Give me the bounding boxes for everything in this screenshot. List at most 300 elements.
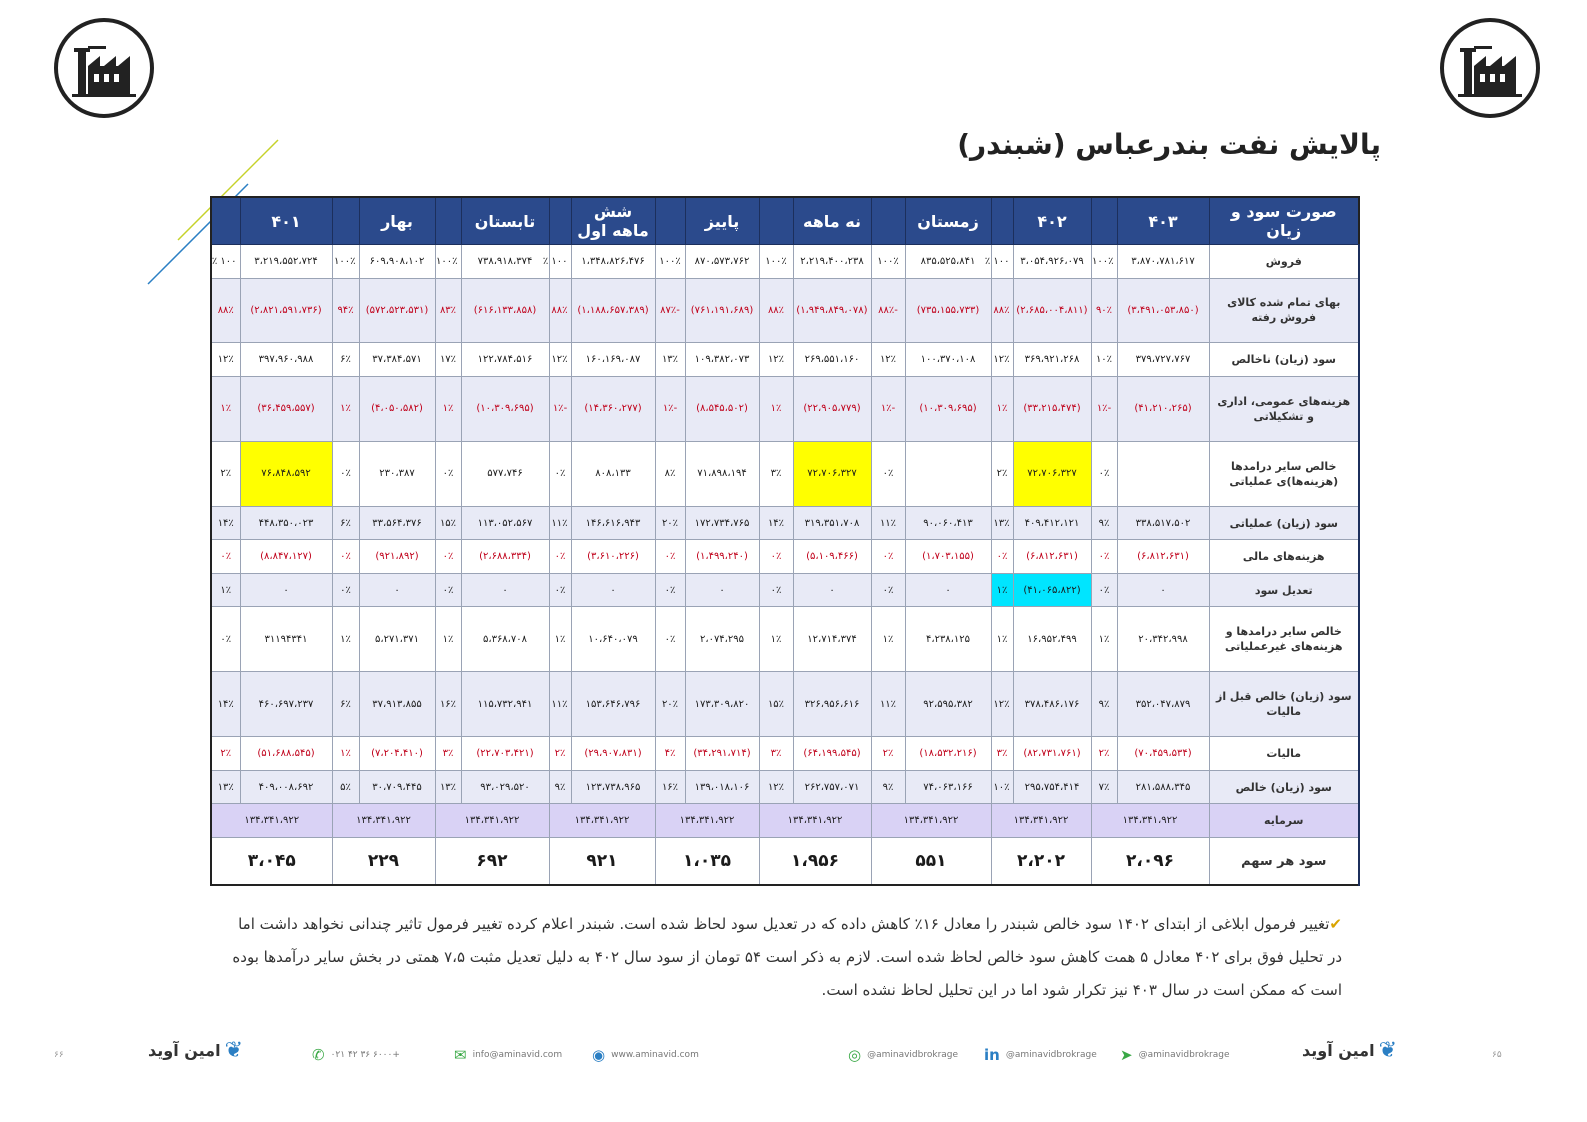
value-cell: ۶۰۹،۹۰۸،۱۰۲ <box>359 245 435 279</box>
value-cell: (۶۴،۱۹۹،۵۴۵) <box>793 737 871 771</box>
value-cell: ۳۷،۹۱۳،۸۵۵ <box>359 672 435 737</box>
phone-contact[interactable] <box>312 1046 400 1064</box>
phone-icon: ✆ <box>312 1046 325 1064</box>
header-percent <box>991 197 1013 245</box>
value-cell: ۹۳،۰۲۹،۵۲۰ <box>461 770 549 804</box>
percent-cell: ۱۲٪ <box>759 770 793 804</box>
percent-cell: ۱۱٪ <box>871 672 905 737</box>
value-cell: (۷۶۱،۱۹۱،۶۸۹) <box>685 278 759 343</box>
website-contact[interactable] <box>592 1046 699 1064</box>
percent-cell: ۱٪ <box>871 607 905 672</box>
eps-cell: ۹۲۱ <box>549 838 655 886</box>
value-cell: ۵،۳۶۸،۷۰۸ <box>461 607 549 672</box>
value-cell: ۱۰۹،۳۸۲،۰۷۳ <box>685 343 759 377</box>
percent-cell: ۲۰٪ <box>655 506 685 540</box>
percent-cell: ۷٪ <box>1091 770 1117 804</box>
percent-cell: -۸۷٪ <box>655 278 685 343</box>
percent-cell: ۱۱٪ <box>549 506 571 540</box>
value-cell: ۳،۸۷۰،۷۸۱،۶۱۷ <box>1117 245 1209 279</box>
percent-cell: ۳٪ <box>759 737 793 771</box>
value-cell: ۲۶۲،۷۵۷،۰۷۱ <box>793 770 871 804</box>
percent-cell: ۱۲٪ <box>759 343 793 377</box>
value-cell: (۸،۸۴۷،۱۲۷) <box>240 540 332 574</box>
percent-cell: ۱٪ <box>1091 607 1117 672</box>
value-cell: ۲۸۱،۵۸۸،۳۴۵ <box>1117 770 1209 804</box>
telegram-icon: ➤ <box>1120 1046 1133 1064</box>
percent-cell: ۰٪ <box>211 607 240 672</box>
value-cell: (۵۱،۶۸۸،۵۴۵) <box>240 737 332 771</box>
header-period: تابستان <box>461 197 549 245</box>
percent-cell: ۱٪ <box>759 607 793 672</box>
percent-cell: ۰٪ <box>435 573 461 607</box>
value-cell: (۷،۲۰۴،۴۱۰) <box>359 737 435 771</box>
percent-cell: ۱٪ <box>211 376 240 441</box>
header-period: ۴۰۳ <box>1117 197 1209 245</box>
percent-cell: ۰٪ <box>435 441 461 506</box>
table-header-row <box>211 197 1359 245</box>
row-label: بهای تمام شده کالای فروش رفته <box>1209 278 1359 343</box>
row-label: سود (زیان) خالص <box>1209 770 1359 804</box>
table-row <box>211 506 1359 540</box>
value-cell: ۰ <box>905 573 991 607</box>
percent-cell: ۸۸٪ <box>991 278 1013 343</box>
percent-cell: ۱۰۰٪ <box>435 245 461 279</box>
percent-cell: -۱٪ <box>871 376 905 441</box>
value-cell: ۵،۲۷۱،۳۷۱ <box>359 607 435 672</box>
page-number-left: ۶۶ <box>54 1050 64 1060</box>
value-cell: (۲،۸۲۱،۵۹۱،۷۳۶) <box>240 278 332 343</box>
table-row <box>211 607 1359 672</box>
value-cell: (۸،۵۴۵،۵۰۲) <box>685 376 759 441</box>
eps-cell: ۲،۰۹۶ <box>1091 838 1209 886</box>
percent-cell: ۶٪ <box>332 672 359 737</box>
percent-cell: ۰٪ <box>549 540 571 574</box>
linkedin-icon: in <box>984 1046 1000 1064</box>
percent-cell: ۱۱٪ <box>871 506 905 540</box>
value-cell: (۵،۱۰۹،۴۶۶) <box>793 540 871 574</box>
percent-cell: ۱٪ <box>991 607 1013 672</box>
percent-cell: ۸۳٪ <box>435 278 461 343</box>
value-cell: ۲،۰۷۴،۲۹۵ <box>685 607 759 672</box>
value-cell: ۱۲۳،۷۳۸،۹۶۵ <box>571 770 655 804</box>
value-cell: ۱۱۵،۷۳۲،۹۴۱ <box>461 672 549 737</box>
percent-cell: ۱٪ <box>435 607 461 672</box>
table-row <box>211 376 1359 441</box>
page-title: پالایش نفت بندرعباس (شبندر) <box>957 128 1381 161</box>
value-cell: (۴۱،۲۱۰،۲۶۵) <box>1117 376 1209 441</box>
email-text: info@aminavid.com <box>472 1050 563 1060</box>
value-cell: ۳۳،۵۶۴،۳۷۶ <box>359 506 435 540</box>
percent-cell: ۵٪ <box>332 770 359 804</box>
linkedin-text: @aminavidbrokrage <box>1005 1050 1097 1060</box>
header-percent <box>435 197 461 245</box>
percent-cell: ۰٪ <box>871 441 905 506</box>
percent-cell: ۹۰٪ <box>1091 278 1117 343</box>
table-row <box>211 672 1359 737</box>
capital-cell: ۱۳۴،۳۴۱،۹۲۲ <box>871 804 991 838</box>
value-cell: ۲۹۵،۷۵۴،۴۱۴ <box>1013 770 1091 804</box>
percent-cell: ۱۶٪ <box>435 672 461 737</box>
percent-cell: ۳٪ <box>759 441 793 506</box>
capital-cell: ۱۳۴،۳۴۱،۹۲۲ <box>332 804 435 838</box>
header-percent <box>1091 197 1117 245</box>
value-cell: ۷۱،۸۹۸،۱۹۴ <box>685 441 759 506</box>
factory-logo-right <box>1440 18 1540 118</box>
email-contact[interactable] <box>454 1046 562 1064</box>
value-cell <box>905 441 991 506</box>
percent-cell: ۹٪ <box>549 770 571 804</box>
percent-cell: ۰٪ <box>211 540 240 574</box>
instagram-icon: ◎ <box>848 1046 862 1064</box>
row-label: سرمایه <box>1209 804 1359 838</box>
email-icon: ✉ <box>454 1046 467 1064</box>
row-label: خالص سایر درامدها و هزینه‌های غیرعملیاتی <box>1209 607 1359 672</box>
percent-cell: ۰٪ <box>1091 573 1117 607</box>
value-cell: (۹۲۱،۸۹۲) <box>359 540 435 574</box>
value-cell: ۱۲۲،۷۸۴،۵۱۶ <box>461 343 549 377</box>
value-cell: ۰ <box>1117 573 1209 607</box>
value-cell: ۲۰،۳۴۲،۹۹۸ <box>1117 607 1209 672</box>
value-cell: ۳۰،۷۰۹،۴۴۵ <box>359 770 435 804</box>
value-cell: (۱،۴۹۹،۲۴۰) <box>685 540 759 574</box>
percent-cell: ۰٪ <box>871 573 905 607</box>
percent-cell: -۱٪ <box>1091 376 1117 441</box>
eps-cell: ۱،۰۳۵ <box>655 838 759 886</box>
value-cell: ۳۷۸،۴۸۶،۱۷۶ <box>1013 672 1091 737</box>
value-cell: ۵۷۷،۷۴۶ <box>461 441 549 506</box>
percent-cell: ۱۳٪ <box>991 506 1013 540</box>
linkedin-contact[interactable] <box>984 1046 1097 1064</box>
row-label: سود (زیان) ناخالص <box>1209 343 1359 377</box>
value-cell: (۱۰،۳۰۹،۶۹۵) <box>461 376 549 441</box>
value-cell: ۳۹۷،۹۶۰،۹۸۸ <box>240 343 332 377</box>
eps-cell: ۵۵۱ <box>871 838 991 886</box>
value-cell: ۳۳۸،۵۱۷،۵۰۲ <box>1117 506 1209 540</box>
value-cell: (۵۷۲،۵۲۳،۵۳۱) <box>359 278 435 343</box>
percent-cell: ۰٪ <box>991 540 1013 574</box>
value-cell: (۱،۱۸۸،۶۵۷،۳۸۹) <box>571 278 655 343</box>
percent-cell: ۱۰۰٪ <box>332 245 359 279</box>
percent-cell: ۱٪ <box>991 376 1013 441</box>
percent-cell: ۱۶٪ <box>655 770 685 804</box>
header-period: شش ماهه اول <box>571 197 655 245</box>
value-cell: (۶،۸۱۲،۶۳۱) <box>1013 540 1091 574</box>
table-row <box>211 245 1359 279</box>
value-cell: ۳،۲۱۹،۵۵۲،۷۲۴ <box>240 245 332 279</box>
table-row <box>211 737 1359 771</box>
percent-cell: ۱۰۰٪ <box>655 245 685 279</box>
value-cell: ۲،۲۱۹،۴۰۰،۲۳۸ <box>793 245 871 279</box>
brand-logo-right <box>1302 1038 1397 1063</box>
percent-cell: ۰٪ <box>332 441 359 506</box>
percent-cell: ۲٪ <box>871 737 905 771</box>
percent-cell: -۱٪ <box>549 376 571 441</box>
telegram-text: @aminavidbrokrage <box>1138 1050 1230 1060</box>
percent-cell: ۰٪ <box>759 573 793 607</box>
header-percent <box>332 197 359 245</box>
brand-name: امین آوید <box>148 1041 221 1060</box>
eps-row <box>211 838 1359 886</box>
percent-cell: ۱۲٪ <box>211 343 240 377</box>
percent-cell: ۲٪ <box>211 441 240 506</box>
value-cell: ۴۰۹،۰۰۸،۶۹۲ <box>240 770 332 804</box>
percent-cell: ۱۴٪ <box>759 506 793 540</box>
percent-cell: ۰٪ <box>655 607 685 672</box>
value-cell: ۸۳۵،۵۲۵،۸۴۱ <box>905 245 991 279</box>
value-cell: ۴،۲۳۸،۱۲۵ <box>905 607 991 672</box>
row-label: سود (زیان) خالص قبل از مالیات <box>1209 672 1359 737</box>
value-cell: (۲۲،۷۰۳،۴۲۱) <box>461 737 549 771</box>
percent-cell: ۰٪ <box>1091 540 1117 574</box>
percent-cell: ۰٪ <box>332 540 359 574</box>
value-cell: ۱۷۲،۷۳۴،۷۶۵ <box>685 506 759 540</box>
row-label: فروش <box>1209 245 1359 279</box>
percent-cell: ۲٪ <box>1091 737 1117 771</box>
percent-cell: ۱۰۰٪ <box>759 245 793 279</box>
value-cell: (۶۱۶،۱۳۳،۸۵۸) <box>461 278 549 343</box>
value-cell: (۷۰،۴۵۹،۵۳۴) <box>1117 737 1209 771</box>
value-cell: ۰ <box>793 573 871 607</box>
header-percent <box>871 197 905 245</box>
check-icon: ✔ <box>1329 915 1342 933</box>
value-cell: ۷۴،۰۶۳،۱۶۶ <box>905 770 991 804</box>
value-cell: (۱،۷۰۳،۱۵۵) <box>905 540 991 574</box>
value-cell: ۱،۳۴۸،۸۲۶،۴۷۶ <box>571 245 655 279</box>
capital-cell: ۱۳۴،۳۴۱،۹۲۲ <box>655 804 759 838</box>
percent-cell: ۰٪ <box>655 540 685 574</box>
value-cell: (۳۶،۴۵۹،۵۵۷) <box>240 376 332 441</box>
row-label: خالص سایر درامدها (هزینه‌ها)ی عملیاتی <box>1209 441 1359 506</box>
percent-cell: ۱٪ <box>759 376 793 441</box>
value-cell: ۰ <box>461 573 549 607</box>
header-percent <box>759 197 793 245</box>
value-cell: ۰ <box>685 573 759 607</box>
value-cell: ۴۴۸،۳۵۰،۰۲۳ <box>240 506 332 540</box>
percent-cell: ۱۲٪ <box>991 672 1013 737</box>
value-cell: ۰ <box>240 573 332 607</box>
header-percent <box>211 197 240 245</box>
percent-cell: ۱۳٪ <box>435 770 461 804</box>
value-cell: (۷۳۵،۱۵۵،۷۳۳) <box>905 278 991 343</box>
percent-cell: ۱۲٪ <box>871 343 905 377</box>
percent-cell: ۰٪ <box>549 441 571 506</box>
percent-cell: ۱۱٪ <box>549 672 571 737</box>
value-cell: ۱۶،۹۵۲،۴۹۹ <box>1013 607 1091 672</box>
value-cell: ۷۲،۷۰۶،۳۲۷ <box>793 441 871 506</box>
percent-cell: ۹٪ <box>1091 506 1117 540</box>
capital-cell: ۱۳۴،۳۴۱،۹۲۲ <box>991 804 1091 838</box>
percent-cell: -۱٪ <box>655 376 685 441</box>
percent-cell: ۱۰٪ <box>991 770 1013 804</box>
telegram-contact[interactable] <box>1120 1046 1230 1064</box>
value-cell: ۳۱۹،۳۵۱،۷۰۸ <box>793 506 871 540</box>
brand-name: امین آوید <box>1302 1041 1375 1060</box>
percent-cell: ۰٪ <box>332 573 359 607</box>
row-label: مالیات <box>1209 737 1359 771</box>
factory-logo-left <box>54 18 154 118</box>
percent-cell: ۹٪ <box>1091 672 1117 737</box>
percent-cell: ۱٪ <box>991 573 1013 607</box>
header-period: زمستان <box>905 197 991 245</box>
value-cell: ۳۱۱۹۴۳۴۱ <box>240 607 332 672</box>
percent-cell: ۱۴٪ <box>211 672 240 737</box>
value-cell: (۴،۰۵۰،۵۸۲) <box>359 376 435 441</box>
capital-cell: ۱۳۴،۳۴۱،۹۲۲ <box>1091 804 1209 838</box>
capital-row <box>211 804 1359 838</box>
value-cell: ۱۳۹،۰۱۸،۱۰۶ <box>685 770 759 804</box>
percent-cell: ۲۰٪ <box>655 672 685 737</box>
value-cell: ۱۵۳،۶۴۶،۷۹۶ <box>571 672 655 737</box>
value-cell: ۳،۰۵۴،۹۲۶،۰۷۹ <box>1013 245 1091 279</box>
value-cell: ۹۲،۵۹۵،۳۸۲ <box>905 672 991 737</box>
percent-cell: ۸٪ <box>655 441 685 506</box>
percent-cell: ۱۰۰ ٪ <box>549 245 571 279</box>
value-cell: ۷۲،۷۰۶،۳۲۷ <box>1013 441 1091 506</box>
percent-cell: ۱۰۰ ٪ <box>991 245 1013 279</box>
capital-cell: ۱۳۴،۳۴۱،۹۲۲ <box>435 804 549 838</box>
mouse-icon: ◉ <box>592 1046 606 1064</box>
header-percent <box>549 197 571 245</box>
factory-icon <box>68 32 140 104</box>
value-cell: ۲۳۰،۳۸۷ <box>359 441 435 506</box>
value-cell: (۲۲،۹۰۵،۷۷۹) <box>793 376 871 441</box>
value-cell: ۱۴۶،۶۱۶،۹۴۳ <box>571 506 655 540</box>
instagram-contact[interactable] <box>848 1046 958 1064</box>
value-cell: (۳،۶۱۰،۲۲۶) <box>571 540 655 574</box>
value-cell: ۱۲،۷۱۴،۳۷۴ <box>793 607 871 672</box>
percent-cell: ۰٪ <box>1091 441 1117 506</box>
row-label: هزینه‌های عمومی، اداری و تشکیلاتی <box>1209 376 1359 441</box>
header-period: پاییز <box>685 197 759 245</box>
analysis-note <box>226 908 1342 1007</box>
brand-leaf-icon: ❦ <box>1378 1038 1398 1063</box>
value-cell: (۱۸،۵۳۲،۲۱۶) <box>905 737 991 771</box>
value-cell: (۴۱،۰۶۵،۸۲۲) <box>1013 573 1091 607</box>
value-cell: ۱۷۳،۳۰۹،۸۲۰ <box>685 672 759 737</box>
value-cell: (۱۴،۳۶۰،۲۷۷) <box>571 376 655 441</box>
percent-cell: ۱٪ <box>332 376 359 441</box>
eps-cell: ۳،۰۴۵ <box>211 838 332 886</box>
instagram-text: @aminavidbrokrage <box>867 1050 959 1060</box>
percent-cell: ۰٪ <box>871 540 905 574</box>
capital-cell: ۱۳۴،۳۴۱،۹۲۲ <box>759 804 871 838</box>
value-cell: (۸۲،۷۳۱،۷۶۱) <box>1013 737 1091 771</box>
eps-cell: ۶۹۲ <box>435 838 549 886</box>
value-cell: (۶،۸۱۲،۶۳۱) <box>1117 540 1209 574</box>
brand-logo-left <box>148 1038 243 1063</box>
value-cell: ۱۰۰،۳۷۰،۱۰۸ <box>905 343 991 377</box>
percent-cell: ۰٪ <box>549 573 571 607</box>
table-row <box>211 343 1359 377</box>
row-label: هزینه‌های مالی <box>1209 540 1359 574</box>
percent-cell: ۶٪ <box>332 506 359 540</box>
percent-cell: ۱۰۰٪ <box>1091 245 1117 279</box>
percent-cell: ۲٪ <box>211 737 240 771</box>
percent-cell: ۱۵٪ <box>435 506 461 540</box>
value-cell: ۴۶۰،۶۹۷،۲۳۷ <box>240 672 332 737</box>
value-cell: ۳۷،۳۸۴،۵۷۱ <box>359 343 435 377</box>
percent-cell: ۸۸٪ <box>759 278 793 343</box>
percent-cell: ۱۲٪ <box>549 343 571 377</box>
value-cell: ۰ <box>571 573 655 607</box>
table-row <box>211 278 1359 343</box>
value-cell: ۸۷۰،۵۷۳،۷۶۲ <box>685 245 759 279</box>
value-cell: ۷۶،۸۴۸،۵۹۲ <box>240 441 332 506</box>
header-percent <box>655 197 685 245</box>
row-label: سود (زیان) عملیاتی <box>1209 506 1359 540</box>
value-cell: (۳،۴۹۱،۰۵۳،۸۵۰) <box>1117 278 1209 343</box>
percent-cell: ۴٪ <box>655 737 685 771</box>
header-label: صورت سود و زیان <box>1209 197 1359 245</box>
header-period: ۴۰۲ <box>1013 197 1091 245</box>
footer <box>40 1036 1550 1080</box>
value-cell: (۲۹،۹۰۷،۸۳۱) <box>571 737 655 771</box>
value-cell: ۲۶۹،۵۵۱،۱۶۰ <box>793 343 871 377</box>
value-cell: (۳۴،۲۹۱،۷۱۴) <box>685 737 759 771</box>
value-cell: ۳۷۹،۷۲۷،۷۶۷ <box>1117 343 1209 377</box>
percent-cell: ۱۰۰ ٪ <box>211 245 240 279</box>
capital-cell: ۱۳۴،۳۴۱،۹۲۲ <box>211 804 332 838</box>
percent-cell: ۹٪ <box>871 770 905 804</box>
percent-cell: ۹۴٪ <box>332 278 359 343</box>
row-label: تعدیل سود <box>1209 573 1359 607</box>
table-row <box>211 573 1359 607</box>
value-cell: ۰ <box>359 573 435 607</box>
value-cell: ۷۳۸،۹۱۸،۳۷۴ <box>461 245 549 279</box>
value-cell: (۲،۶۸۵،۰۰۴،۸۱۱) <box>1013 278 1091 343</box>
percent-cell: ۱٪ <box>332 607 359 672</box>
value-cell: ۳۵۲،۰۴۷،۸۷۹ <box>1117 672 1209 737</box>
percent-cell: ۱٪ <box>332 737 359 771</box>
percent-cell: ۸۸٪ <box>549 278 571 343</box>
percent-cell: ۰٪ <box>655 573 685 607</box>
eps-cell: ۲۲۹ <box>332 838 435 886</box>
value-cell: ۸۰۸،۱۳۳ <box>571 441 655 506</box>
note-text: تغییر فرمول ابلاغی از ابتدای ۱۴۰۲ سود خالص شبندر را معادل ۱۶٪ کاهش داده که در تعدیل سود لحاظ شده است. شبندر اعلام کرده تغییر فرمول تاثیر چندانی نخواهد داشت اما در تحلیل فوق برای ۴۰۲ معادل ۵ همت کاهش سود خالص لحاظ شده است. لازم به ذکر است ۵۴ تومان از سود سال ۴۰۲ به دلیل تعدیل مثبت ۷،۵ همتی در بخش سایر درآمدها بوده است که ممکن است در سال ۴۰۳ نیز تکرار شود اما در این تحلیل لحاظ نشده است. <box>232 915 1342 999</box>
value-cell: (۲،۶۸۸،۳۳۴) <box>461 540 549 574</box>
percent-cell: ۱۰٪ <box>1091 343 1117 377</box>
percent-cell: ۲٪ <box>549 737 571 771</box>
value-cell: (۳۳،۲۱۵،۴۷۴) <box>1013 376 1091 441</box>
value-cell: ۱۰،۶۴۰،۰۷۹ <box>571 607 655 672</box>
header-period: ۴۰۱ <box>240 197 332 245</box>
phone-text: ۰۲۱ ۴۲ ۳۶ ۶۰۰۰+ <box>330 1050 400 1060</box>
value-cell: ۱۱۳،۰۵۲،۵۶۷ <box>461 506 549 540</box>
page-number-right: ۶۵ <box>1492 1050 1502 1060</box>
value-cell <box>1117 441 1209 506</box>
eps-cell: ۱،۹۵۶ <box>759 838 871 886</box>
percent-cell: ۱۴٪ <box>211 506 240 540</box>
eps-cell: ۲،۲۰۲ <box>991 838 1091 886</box>
table-row <box>211 540 1359 574</box>
percent-cell: ۱٪ <box>211 573 240 607</box>
percent-cell: ۳٪ <box>991 737 1013 771</box>
capital-cell: ۱۳۴،۳۴۱،۹۲۲ <box>549 804 655 838</box>
row-label: سود هر سهم <box>1209 838 1359 886</box>
value-cell: ۹۰،۰۶۰،۴۱۳ <box>905 506 991 540</box>
percent-cell: ۱٪ <box>435 376 461 441</box>
percent-cell: ۱٪ <box>549 607 571 672</box>
percent-cell: ۱۲٪ <box>991 343 1013 377</box>
value-cell: ۱۶۰،۱۶۹،۰۸۷ <box>571 343 655 377</box>
percent-cell: ۱۰۰٪ <box>871 245 905 279</box>
header-period: نه ماهه <box>793 197 871 245</box>
value-cell: ۳۶۹،۹۲۱،۲۶۸ <box>1013 343 1091 377</box>
percent-cell: ۱۳٪ <box>211 770 240 804</box>
percent-cell: ۱۵٪ <box>759 672 793 737</box>
percent-cell: ۳٪ <box>435 737 461 771</box>
brand-leaf-icon: ❦ <box>224 1038 244 1063</box>
